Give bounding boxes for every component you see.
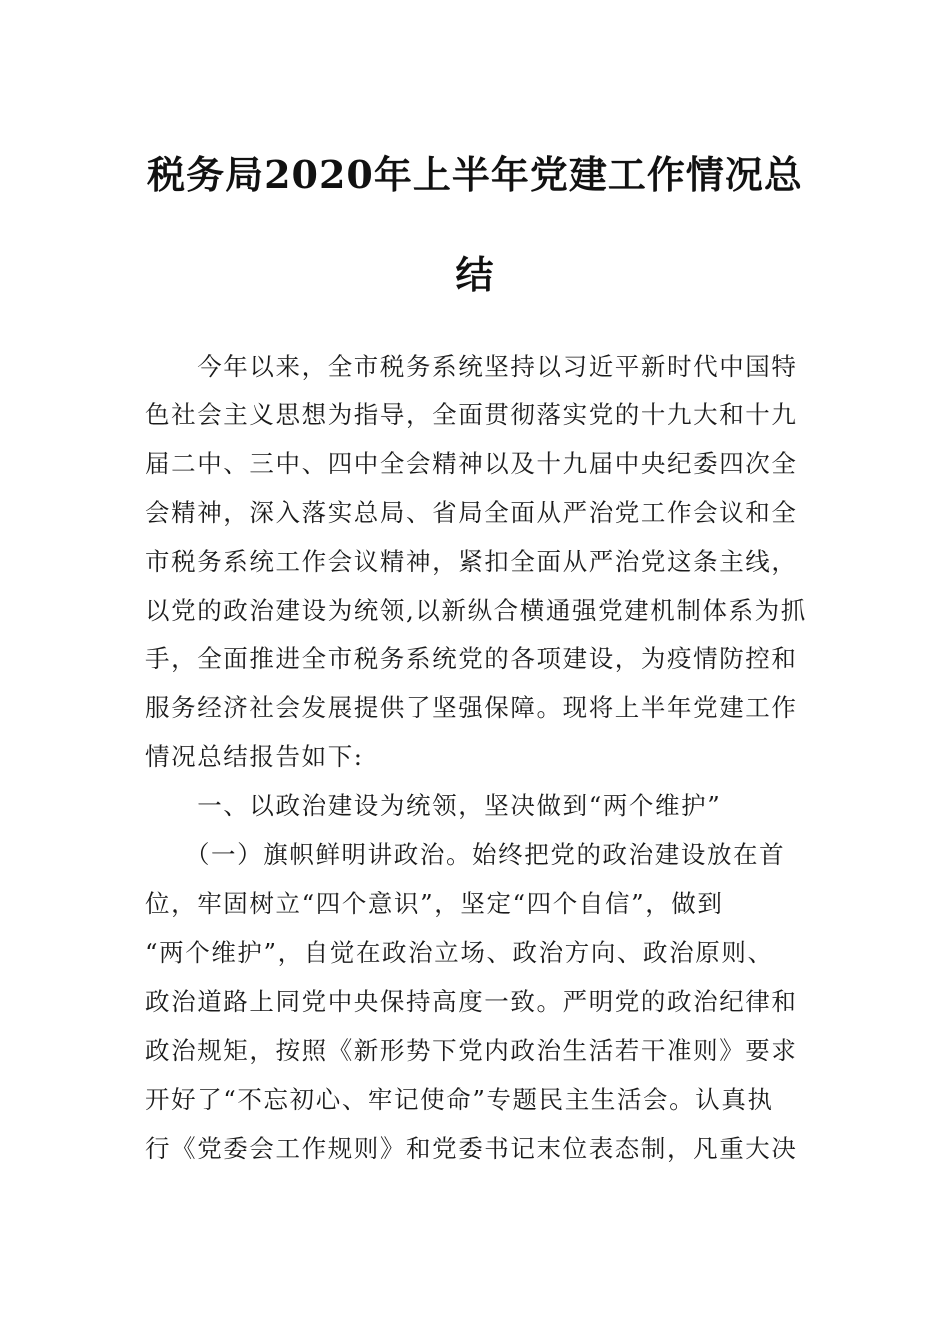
document-title-line-1: 税务局2020年上半年党建工作情况总 [147,152,803,197]
body-line: 行《党委会工作规则》和党委书记末位表态制，凡重大决 [145,1134,798,1163]
body-line: 位，牢固树立“四个意识”，坚定“四个自信”，做到 [145,889,724,918]
section-heading: 一、以政治建设为统领，坚决做到“两个维护” [145,791,722,820]
body-line: 开好了“不忘初心、牢记使命”专题民主生活会。认真执 [145,1085,774,1114]
body-line: 手，全面推进全市税务系统党的各项建设，为疫情防控和 [145,644,798,673]
body-line: 市税务系统工作会议精神，紧扣全面从严治党这条主线， [145,547,798,576]
body-line: （一）旗帜鲜明讲政治。始终把党的政治建设放在首 [145,840,786,869]
body-line: 今年以来，全市税务系统坚持以习近平新时代中国特 [145,352,798,381]
document-title-line-2: 结 [455,252,495,297]
body-line: “两个维护”，自觉在政治立场、政治方向、政治原则、 [145,938,774,967]
body-line: 情况总结报告如下: [145,742,364,771]
body-line: 政治规矩，按照《新形势下党内政治生活若干准则》要求 [145,1036,798,1065]
body-line: 届二中、三中、四中全会精神以及十九届中央纪委四次全 [145,449,798,478]
body-line: 政治道路上同党中央保持高度一致。严明党的政治纪律和 [145,987,798,1016]
body-line: 以党的政治建设为统领,以新纵合横通强党建机制体系为抓 [145,596,807,625]
body-line: 服务经济社会发展提供了坚强保障。现将上半年党建工作 [145,693,798,722]
body-line: 会精神，深入落实总局、省局全面从严治党工作会议和全 [145,498,798,527]
body-line: 色社会主义思想为指导，全面贯彻落实党的十九大和十九 [145,400,798,429]
